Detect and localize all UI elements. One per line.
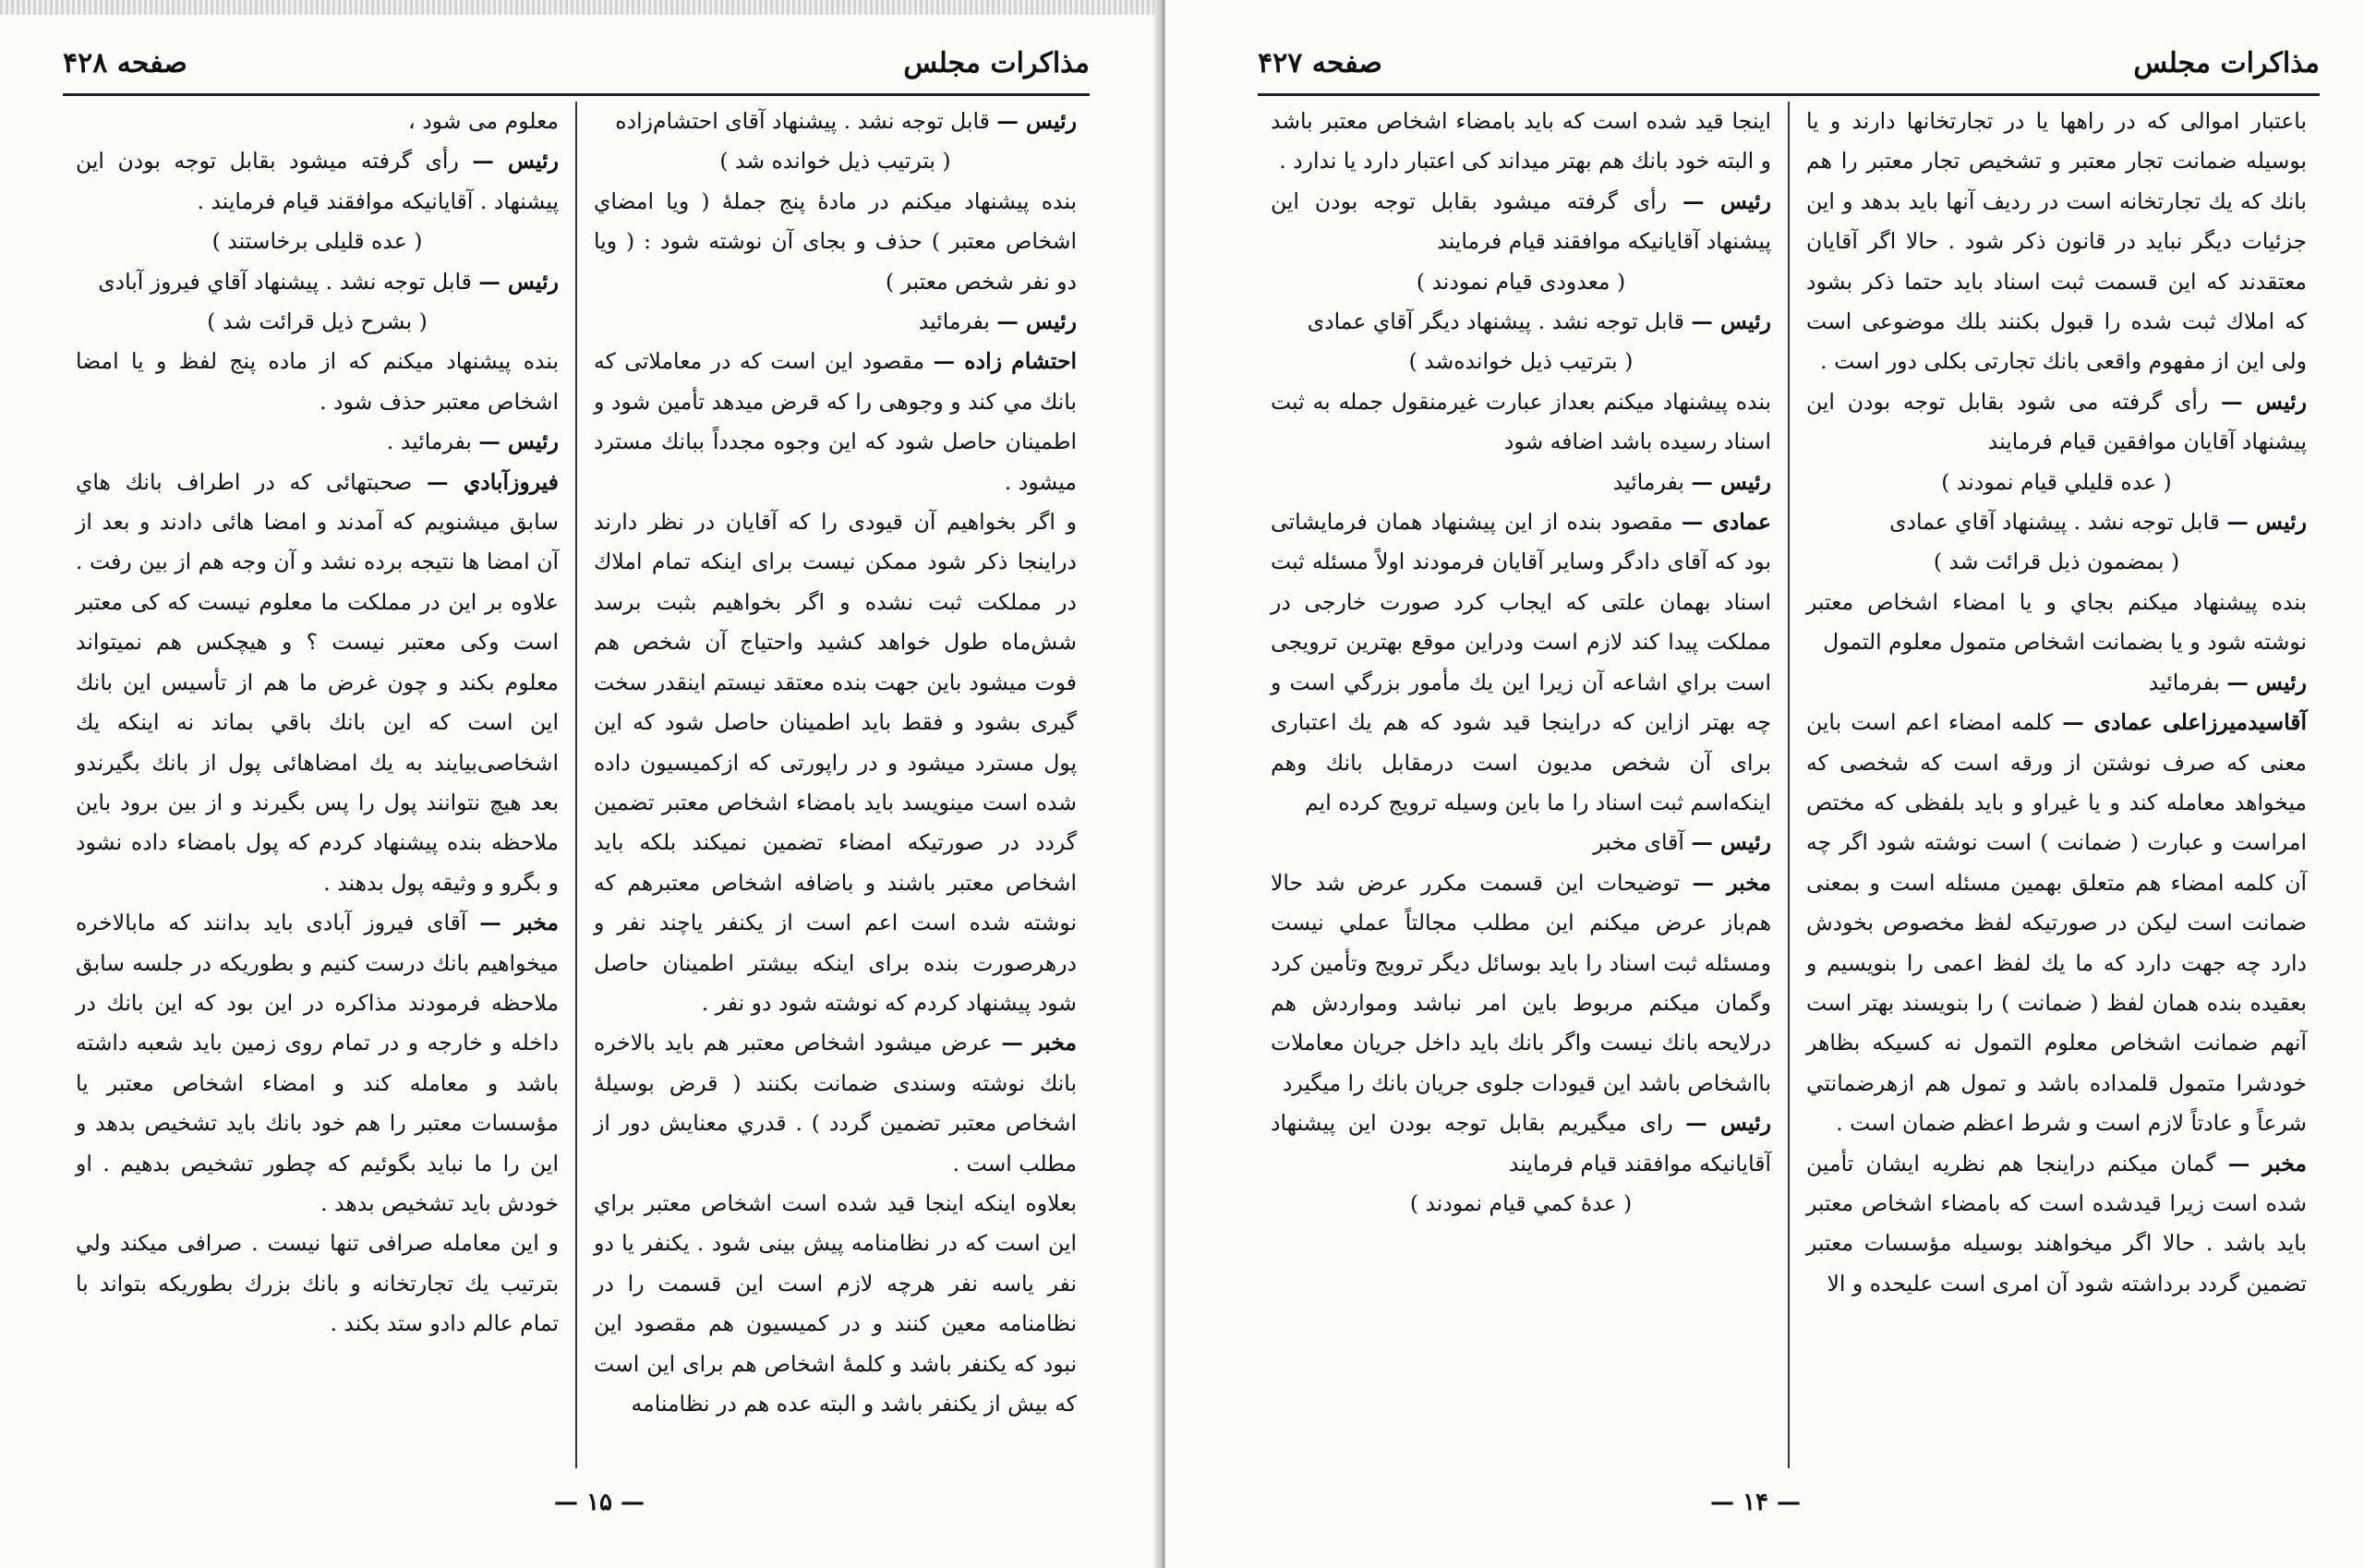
header-title: مذاکرات مجلس [2133,46,2320,79]
paragraph-text: و اگر بخواهیم آن قیودی را که آقایان در نظر دارند دراینجا ذکر شود ممکن نیست برای اینکه تمام املاك در مملکت ثبت نشده و اگر بخواهیم بثبت برسد شش‌ماه طول خواهد کشید واحتیاج آن شخص هم فوت میشود باین جهت بنده معتقد نیستم اینقدر سخت گیری بشود و فقط باید اطمینان حاصل شود که این پول مسترد میشود و در راپورتی که ازکمیسیون داده شده است مینویسد باید بامضاء اشخاص معتبر تضمین گردد در صورتیکه امضاء تضمین نمیکند بلکه باید اشخاص معتبر باشند و باضافه اشخاص معتبرهم که نوشته شده است اعم است از یکنفر یاچند نفر و درهرصورت بنده برای اینکه بیشتر اطمینان حاصل شود پیشنهاد کردم که نوشته شود دو نفر . [594,509,1077,1016]
speaker-name: فیروزآبادي — [427,468,559,495]
page-header [1258,37,2320,89]
paragraph-text: مقصود بنده از این پیشنهاد همان فرمایشاتی بود که آقای دادگر وسایر آقایان فرمودند اولاً مسئله ثبت اسناد بهمان علتی که ایجاب کرد صورت خارجی در مملکت پیدا کند لازم است ودراین موقع بهترین ترویجی است براي اشاعه آن زیرا این یك مأمور بزرگي است و چه بهتر ازاین که دراینجا قید شود که هم یك اعتباری برای آن شخص مدیون است درمقابل بانك وهم اینکه‌اسم ثبت اسناد را ما باین وسیله ترویج کرده ایم [1271,509,1771,815]
speech-paragraph [594,302,1077,342]
speech-paragraph [1271,182,1771,262]
text-paragraph [1271,102,1771,182]
speaker-name: رئیس — [2226,669,2307,695]
vote-note: ( بترتیب ذیل خوانده شد ) [719,148,951,175]
paragraph-text: قابل توجه نشد . پیشنهاد آقاي عمادی [1889,509,2227,536]
speech-paragraph [76,463,559,903]
vote-note: ( معدودی قیام نمودند ) [1416,268,1626,295]
text-paragraph [594,182,1077,302]
header-page-number: صفحه ۴۲۷ [1258,46,1382,79]
text-paragraph [1806,583,2307,663]
paragraph-text: بفرمائید [2148,669,2227,695]
speaker-name: رئیس — [478,268,559,295]
text-paragraph [76,1224,559,1344]
column-separator [575,102,577,1468]
speech-paragraph [76,903,559,1224]
right-page [1165,0,2364,1568]
scan-edge [0,0,1162,15]
speech-paragraph [1806,1144,2307,1305]
text-columns [63,102,1090,1468]
column-separator [1788,102,1790,1468]
speaker-name: مخبر — [2227,1150,2307,1176]
paragraph-text: آقای فیروز آبادی باید بدانند که مابالاخره میخواهیم بانك درست کنیم و بطوریکه در جلسه سابق ملاحظه فرمودند مذاکره در این بود که این بانك در داخله و خارجه و در تمام روی زمین باید شعبه داشته باشد و معامله کند و امضاء اشخاص معتبر یا مؤسسات معتبر را هم خود بانك باید تشخیص بدهد و این را ما نباید بگوئیم که چطور تشخیص بدهیم . او خودش باید تشخیص بدهد . [76,910,559,1216]
paragraph-text: بنده پیشنهاد میکنم بعداز عبارت غیرمنقول جمله به ثبت اسناد رسیده باشد اضافه شود [1271,388,1771,455]
paragraph-text: قابل توجه نشد . پیشنهاد آقاي فیروز آبادی [98,268,479,295]
speaker-name: رئیس — [1691,468,1771,495]
folio-number: — ۱۴ — [1710,1489,1802,1516]
text-paragraph [76,342,559,422]
speaker-name: رئیس — [2221,388,2307,415]
paragraph-text: رای میگیریم بقابل توجه بودن این پیشنهاد آقایانیکه موافقند قیام فرمایند [1271,1110,1771,1176]
paragraph-text: قابل توجه نشد . پیشنهاد آقای احتشام‌زاده [615,108,997,134]
speaker-name: رئیس — [1691,308,1771,335]
header-title: مذاکرات مجلس [903,46,1090,79]
text-paragraph [1271,382,1771,463]
paragraph-text: بفرمائید [1612,468,1692,495]
text-paragraph [76,102,559,141]
paragraph-text: رأی گرفته میشود بقابل توجه بودن این پیشنهاد . آقایانیکه موافقند قیام فرمایند . [76,148,559,214]
text-paragraph [594,502,1077,1023]
paragraph-text: بفرمائید . [386,428,479,455]
column-right [1793,102,2320,1468]
paragraph-text: کلمه امضاء اعم است باین معنی که صرف نوشتن از ورقه است که شخصی که میخواهد معامله کند و یا غیراو و باید بلفظی که مختص امراست و عبارت ( ضمانت ) است نوشته شود اگر چه آن کلمه امضاء هم متعلق بهمین مسئله است و بمعنی ضمانت است لیکن در صورتیکه لفظ مخصوص بخودش دارد چه جهت دارد که ما یك لفظ اعمی را بنویسیم و بعقیده بنده همان لفظ ( ضمانت ) را بنویسند بهتر است آنهم ضمانت اشخاص معلوم التمول نه کسیکه بظاهر خودشرا متمول قلمداده باشد و تمول هم ازهرضمانتي شرعاً و عادتاً لازم است و شرط اعظم ضمان است . [1806,709,2307,1137]
column-left [1258,102,1784,1468]
text-paragraph [1806,102,2307,382]
speaker-name: مخبر — [1001,1030,1077,1056]
paragraph-text: بنده پیشنهاد میکنم که از ماده پنج لفظ و یا امضا اشخاص معتبر حذف شود . [76,348,559,415]
speech-paragraph [1271,463,1771,502]
speech-paragraph [1271,823,1771,862]
text-columns [1258,102,2320,1468]
column-left [63,102,572,1468]
paragraph-text: بنده پیشنهاد میکنم بجاي و یا امضاء اشخاص معتبر نوشته شود و یا بضمانت اشخاص متمول معلوم التمول [1806,588,2307,656]
paragraph-text: قابل توجه نشد . پیشنهاد دیگر آقاي عمادی [1307,308,1692,335]
paragraph-text: بنده پیشنهاد میکنم در مادهٔ پنج جملهٔ ( ویا امضاي اشخاص معتبر ) حذف و بجای آن نوشته شود : ( ویا دو نفر شخص معتبر ) [594,187,1077,295]
left-page [0,0,1162,1568]
paragraph-text: رأی گرفته میشود بقابل توجه بودن این پیشنهاد آقایانیکه موافقند قیام فرمایند [1271,187,1771,255]
speaker-name: رئیس — [1691,829,1771,856]
speech-paragraph [1806,502,2307,542]
header-rule [1258,93,2320,96]
speaker-name: احتشام زاده — [933,348,1077,375]
column-right [581,102,1090,1468]
header-page-number: صفحه ۴۲۸ [63,46,187,79]
speaker-name: مخبر — [1692,869,1772,896]
speaker-name: مخبر — [479,910,560,936]
paragraph-text: بعلاوه اینکه اینجا قید شده است اشخاص معتبر براي این است که در نظامنامه پیش بینی شود . یکنفر یا دو نفر یاسه نفر هرچه لازم است این قسمت را در نظامنامه معین کنند و در کمیسیون هم مقصود این نبود که یکنفر باشد و کلمهٔ اشخاص هم برای این است که بیش از یکنفر باشد و البته عده هم در نظامنامه [594,1189,1077,1417]
speech-paragraph [1271,863,1771,1104]
speech-paragraph [76,262,559,302]
paragraph-text: اینجا قید شده است که باید بامضاء اشخاص معتبر باشد و البته خود بانك هم بهتر میداند کی اعتبار دارد یا ندارد . [1271,108,1771,175]
speaker-name: رئیس — [996,108,1077,134]
paragraph-text: توضیحات این قسمت مکرر عرض شد حالا هم‌باز عرض میکنم این مطلب مجالتاً عملي نیست ومسئله ثبت اسناد را باید بوسائل دیگر ترویج وتأمین کرد وگمان میکنم مربوط باین امر نباشد ومواردش هم درلایحه بانك نیست واگر بانك باید داخل جریان معاملات بااشخاص باشد این قیودات جلوی جریان بانك را میگیرد [1271,869,1771,1096]
paragraph-text: رأی گرفته می شود بقابل توجه بودن این پیشنهاد آقایان موافقین قیام فرمایند [1806,388,2307,455]
speech-paragraph [76,141,559,222]
vote-note: ( عدهٔ کمي قیام نمودند ) [1409,1189,1633,1216]
vote-note: ( بمضمون ذیل قرائت شد ) [1933,549,2180,575]
speaker-name: رئیس — [1685,1110,1772,1137]
speech-paragraph [1271,502,1771,823]
speech-paragraph [1806,663,2307,703]
paragraph-text: صحبتهائی که در اطراف بانك هاي سابق میشنویم که آمدند و امضا هائی دادند و بعد از آن امضا ها نتیجه برده نشد و آن وجه هم از بین رفت . علاوه بر این در مملکت ما معلوم نیست که کی معتبر است وکی معتبر نیست ؟ و هیچکس هم نمیتواند معلوم بکند و چون غرض ما هم از تأسیس این بانك این است که این بانك باقي بماند نه اینکه یك اشخاصی‌بیایند به یك امضاهائی پول از بانك بگیرندو بعد هیچ نتوانند پول را پس بگیرند و از بین برود باین ملاحظه بنده پیشنهاد کردم که پول بامضاء داده نشود و بگرو و وثیقه پول بدهند . [76,468,559,896]
speaker-name: عمادی — [1681,509,1771,536]
page-header [63,37,1090,89]
speech-paragraph [1806,703,2307,1143]
paragraph-text: معلوم می شود ، [408,108,559,134]
speaker-name: رئیس — [2226,509,2307,536]
vote-note: ( عده قلیلی برخاستند ) [211,228,423,255]
paragraph-text: گمان میکنم دراینجا هم نظریه ایشان تأمین شده است زیرا قیدشده است که بامضاء اشخاص معتبر باید باشد . حالا اگر میخواهند بوسیله مؤسسات معتبر تضمین گردد برداشته شود آن امری است علیحده و الا [1806,1150,2307,1297]
paragraph-text: باعتبار اموالی که در راهها یا در تجارتخانها دارند و یا بوسیله ضمانت تجار معتبر و تشخیص تجار معتبر را هم بانك که یك تجارتخانه است در ردیف آنها باید بدهد و این جزئیات دیگر نباید در قانون ذکر شود . حالا اگر آقایان معتقدند که این قسمت ثبت اسناد باید حتما ذکر بشود که املاك ثبت شده را قبول بکنند بلك موضوعی است ولی این از مفهوم واقعی بانك تجارتی بکلی دور است . [1806,108,2307,375]
paragraph-text: مقصود این است که در معاملاتی که بانك مي کند و وجوهی را که قرض میدهد تأمین شود و اطمینان حاصل شود که این وجوه مجدداً ببانك مسترد میشود . [594,348,1077,495]
speech-paragraph [76,422,559,462]
speech-paragraph [1271,1104,1771,1184]
paragraph-text: عرض میشود اشخاص معتبر هم باید بالاخره بانك نوشته وسندی ضمانت بکنند ( قرض بوسیلهٔ اشخاص معتبر تضمین گردد ) . قدري معنایش دور از مطلب است . [594,1030,1077,1176]
header-rule [63,93,1090,96]
text-paragraph [594,1184,1077,1424]
speech-paragraph [594,102,1077,141]
speaker-name: آقاسیدمیرزاعلی عمادی — [2062,709,2307,736]
speech-paragraph [594,1023,1077,1184]
speech-paragraph [594,342,1077,502]
folio-number: — ۱۵ — [554,1489,645,1516]
paragraph-text: و این معامله صرافی تنها نیست . صرافی میکند ولي بترتیب یك تجارتخانه و بانك بزرك بطوریکه بتواند با تمام عالم دادو ستد بکند . [76,1230,559,1337]
vote-note: ( بترتیب ذیل خوانده‌شد ) [1408,348,1634,375]
speaker-name: رئیس — [478,428,559,455]
vote-note: ( عده قلیلي قیام نمودند ) [1941,468,2172,495]
speaker-name: رئیس — [996,308,1077,335]
paragraph-text: آقای مخبر [1593,829,1692,856]
vote-note: ( بشرح ذیل قرائت شد ) [207,308,428,335]
speaker-name: رئیس — [472,148,559,175]
speech-paragraph [1806,382,2307,463]
speaker-name: رئیس — [1682,187,1771,214]
paragraph-text: بفرمائید [918,308,997,335]
speech-paragraph [1271,302,1771,342]
